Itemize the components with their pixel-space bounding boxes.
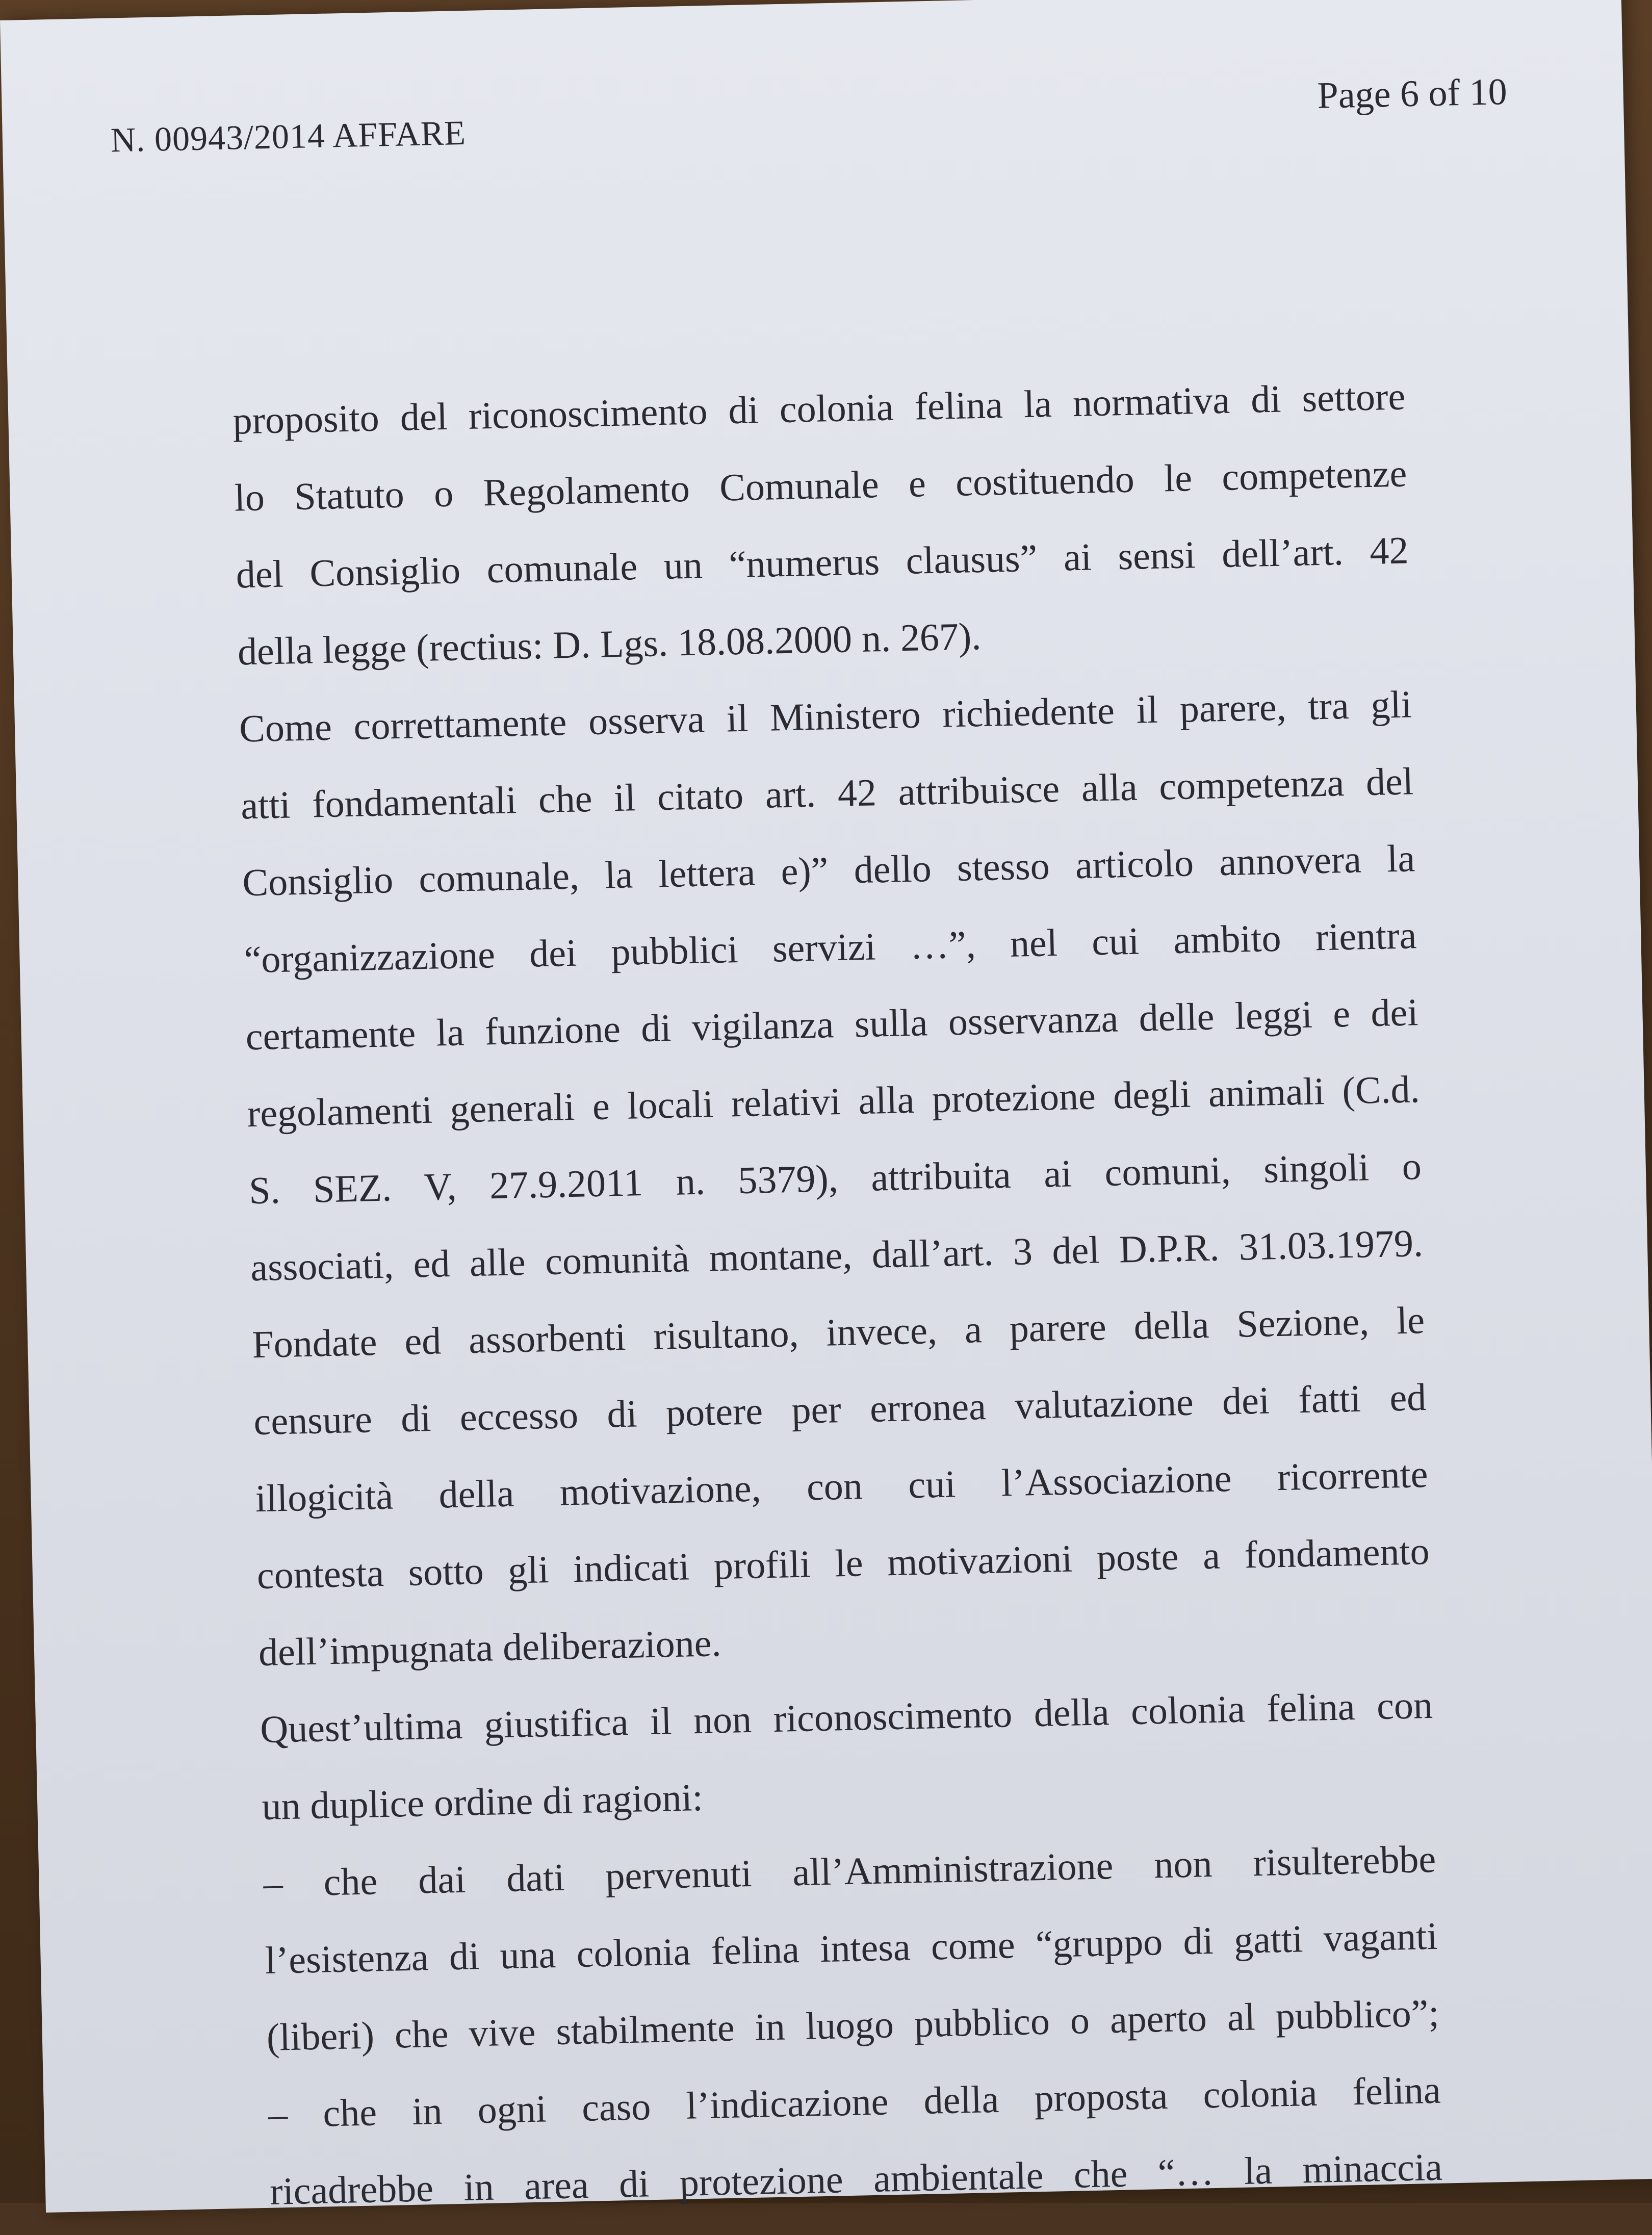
text-line: Fondate ed assorbenti risultano, invece, a parere della Sezione, le bbox=[251, 1299, 1425, 1367]
text-line: S. SEZ. V, 27.9.2011 n. 5379), attribuita ai comuni, singoli o bbox=[248, 1145, 1422, 1213]
body-text bbox=[232, 358, 1443, 2230]
text-line: Quest’ultima giustifica il non riconoscimento della colonia felina con bbox=[260, 1683, 1433, 1752]
case-number: N. 00943/2014 AFFARE bbox=[110, 113, 467, 160]
text-line: “organizzazione dei pubblici servizi …”, nel cui ambito rientra bbox=[243, 914, 1417, 982]
text-line: contesta sotto gli indicati profili le motivazioni poste a fondamento bbox=[256, 1529, 1430, 1598]
text-line: Consiglio comunale, la lettera e)” dello stesso articolo annovera la bbox=[242, 837, 1415, 905]
text-line: (liberi) che vive stabilmente in luogo pubblico o aperto al pubblico”; bbox=[266, 1991, 1440, 2059]
text-line: censure di eccesso di potere per erronea valutazione dei fatti ed bbox=[253, 1376, 1427, 1444]
text-line: – che in ogni caso l’indicazione della proposta colonia felina bbox=[268, 2068, 1441, 2136]
text-line: associati, ed alle comunità montane, dall’art. 3 del D.P.R. 31.03.1979. bbox=[250, 1222, 1424, 1290]
text-line: lo Statuto o Regolamento Comunale e costituendo le competenze bbox=[234, 452, 1408, 520]
text-line: Come correttamente osserva il Ministero richiedente il parere, tra gli bbox=[239, 683, 1412, 751]
text-line: proposito del riconoscimento di colonia felina la normativa di settore bbox=[232, 375, 1406, 443]
text-line: l’esistenza di una colonia felina intesa come “gruppo di gatti vaganti bbox=[264, 1914, 1438, 1982]
page-indicator: Page 6 of 10 bbox=[1317, 71, 1508, 117]
text-line: dell’impugnata deliberazione. bbox=[258, 1622, 722, 1675]
text-line: – che dai dati pervenuti all’Amministrazione non risulterebbe bbox=[263, 1837, 1437, 1905]
text-line: atti fondamentali che il citato art. 42 attribuisce alla competenza del bbox=[240, 760, 1414, 828]
text-line: regolamenti generali e locali relativi alla protezione degli animali (C.d. bbox=[247, 1068, 1421, 1136]
text-line: della legge (rectius: D. Lgs. 18.08.2000 n. 267). bbox=[237, 614, 982, 674]
text-line: ricadrebbe in area di protezione ambientale che “… la minaccia bbox=[269, 2145, 1443, 2213]
text-line: del Consiglio comunale un “numerus clausus” ai sensi dell’art. 42 bbox=[235, 529, 1409, 597]
text-line: illogicità della motivazione, con cui l’Associazione ricorrente bbox=[254, 1452, 1429, 1521]
text-line: certamente la funzione di vigilanza sulla osservanza delle leggi e dei bbox=[245, 991, 1419, 1059]
text-line: un duplice ordine di ragioni: bbox=[261, 1776, 704, 1829]
